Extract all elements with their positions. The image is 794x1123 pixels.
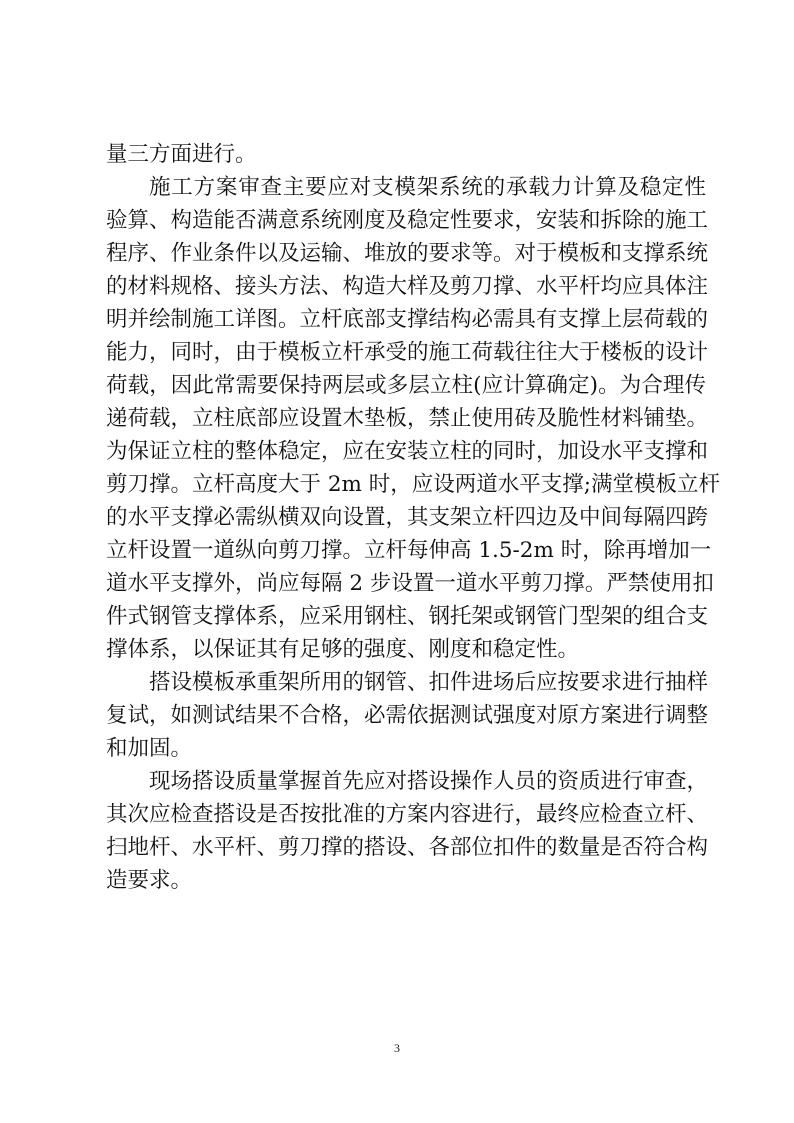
paragraph-line: 件式钢管支撑体系，应采用钢柱、钢托架或钢管门型架的组合支 (106, 604, 709, 629)
paragraph-line: 荷载，因此常需要保持两层或多层立柱(应计算确定)。为合理传 (106, 373, 706, 398)
paragraph-line: 的水平支撑必需纵横双向设置，其支架立杆四边及中间每隔四跨 (106, 505, 709, 530)
paragraph-line: 立杆设置一道纵向剪刀撑。立杆每伸高 1.5-2m 时，除再增加一 (106, 538, 712, 563)
paragraph-line: 扫地杆、水平杆、剪刀撑的搭设、各部位扣件的数量是否符合构 (106, 835, 709, 860)
paragraph-line: 搭设模板承重架所用的钢管、扣件进场后应按要求进行抽样 (149, 670, 709, 695)
paragraph-line: 的材料规格、接头方法、构造大样及剪刀撑、水平杆均应具体注 (106, 274, 709, 299)
paragraph-line: 和加固。 (106, 736, 193, 761)
paragraph-line: 撑体系，以保证其有足够的强度、刚度和稳定性。 (106, 637, 580, 662)
paragraph-line: 复试，如测试结果不合格，必需依据测试强度对原方案进行调整 (106, 703, 709, 728)
paragraph-line: 能力，同时，由于模板立杆承受的施工荷载往往大于楼板的设计 (106, 340, 709, 365)
paragraph-line: 施工方案审查主要应对支模架系统的承载力计算及稳定性 (149, 175, 706, 200)
paragraph-line: 造要求。 (106, 868, 193, 893)
paragraph-line: 递荷载，立柱底部应设置木垫板，禁止使用砖及脆性材料铺垫。 (106, 406, 709, 431)
paragraph-line: 其次应检查搭设是否按批准的方案内容进行，最终应检查立杆、 (106, 802, 709, 827)
paragraph-line: 为保证立柱的整体稳定，应在安装立柱的同时，加设水平支撑和 (106, 439, 709, 464)
paragraph-line: 验算、构造能否满意系统刚度及稳定性要求，安装和拆除的施工 (106, 208, 709, 233)
paragraph-line: 程序、作业条件以及运输、堆放的要求等。对于模板和支撑系统 (106, 241, 709, 266)
document-body (106, 138, 720, 897)
paragraph-line: 量三方面进行。 (106, 142, 257, 167)
paragraph-line: 现场搭设质量掌握首先应对搭设操作人员的资质进行审查， (149, 769, 709, 794)
paragraph-line: 道水平支撑外，尚应每隔 2 步设置一道水平剪刀撑。严禁使用扣 (106, 571, 714, 596)
page-number: 3 (394, 1041, 400, 1055)
paragraph-line: 明并绘制施工详图。立杆底部支撑结构必需具有支撑上层荷载的 (106, 307, 709, 332)
paragraph-line: 剪刀撑。立杆高度大于 2m 时，应设两道水平支撑;满堂模板立杆 (106, 472, 720, 497)
